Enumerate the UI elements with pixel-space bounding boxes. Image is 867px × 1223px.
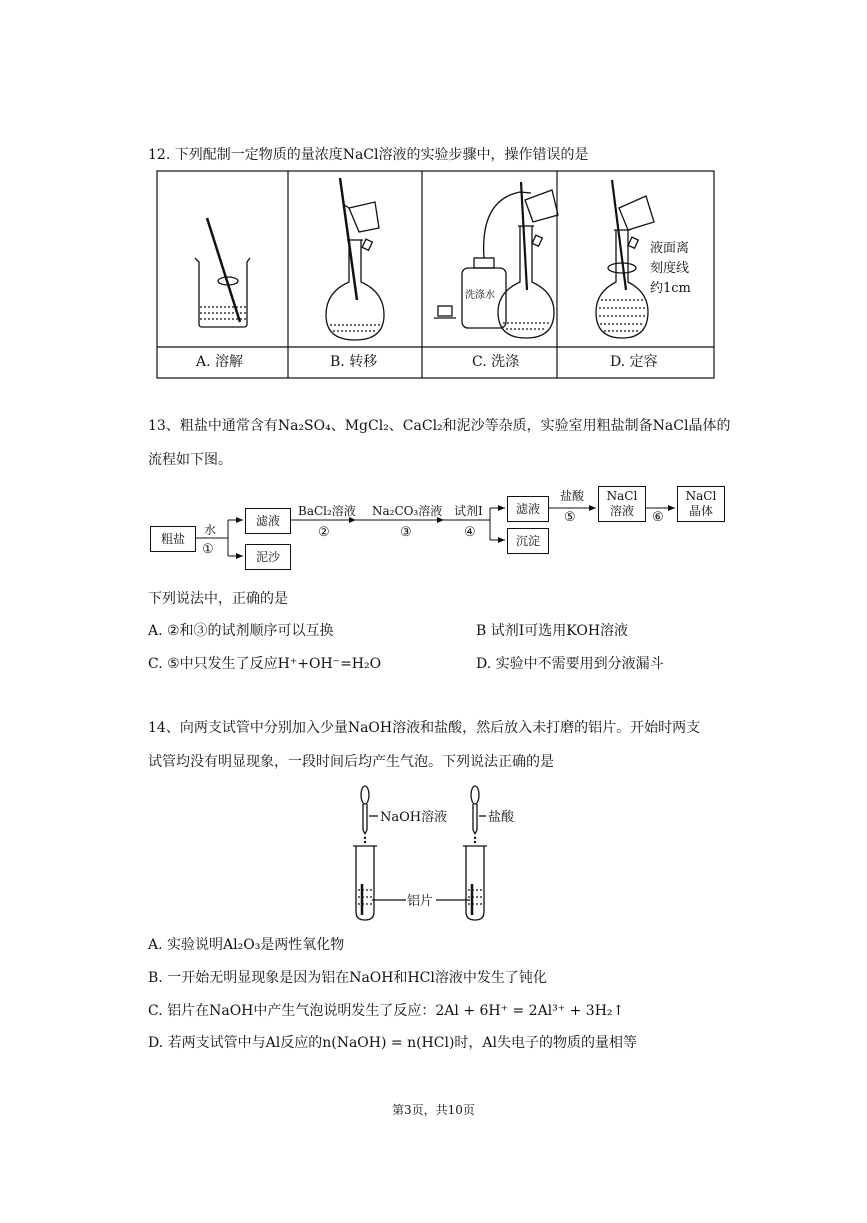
flow-reagent-2: BaCl₂溶液 (298, 504, 356, 518)
flow-water-label: 水 (204, 523, 217, 537)
flow-crude-salt: 粗盐 (150, 526, 196, 552)
q12-option-c: C. 洗涤 (472, 354, 520, 370)
label-hcl: 盐酸 (488, 810, 515, 825)
label-naoh: NaOH溶液 (380, 810, 448, 825)
level-note-line-3: 约1cm (650, 281, 691, 296)
flow-step-1: ① (202, 542, 214, 557)
flow-nacl-crystal-line-2: 晶体 (688, 504, 713, 518)
q13-option-d: D. 实验中不需要用到分液漏斗 (476, 656, 664, 672)
q14-option-b: B. 一开始无明显现象是因为铝在NaOH和HCl溶液中发生了钝化 (148, 970, 547, 986)
q12-option-b: B. 转移 (330, 354, 378, 370)
q12-option-a: A. 溶解 (196, 354, 244, 370)
flow-step-4: ④ (464, 525, 476, 540)
wash-bottle-label: 洗涤水 (465, 290, 495, 301)
flow-sand: 泥沙 (245, 544, 291, 570)
q14-option-c: C. 铝片在NaOH中产生气泡说明发生了反应：2Al + 6H⁺ = 2Al³⁺ + 3H₂↑ (148, 1003, 625, 1019)
q12-stem: 12. 下列配制一定物质的量浓度NaCl溶液的实验步骤中，操作错误的是 (148, 147, 589, 163)
flow-step-5: ⑤ (564, 510, 576, 525)
q13-prompt: 下列说法中，正确的是 (148, 591, 288, 607)
q12-option-d: D. 定容 (610, 354, 658, 370)
q13-stem-line-2: 流程如下图。 (148, 452, 232, 468)
q13-stem-line-1: 13、粗盐中通常含有Na₂SO₄、MgCl₂、CaCl₂和泥沙等杂质，实验室用粗盐制备NaCl晶体的 (148, 418, 731, 434)
flow-reagent-3: Na₂CO₃溶液 (372, 504, 443, 518)
q14-option-d: D. 若两支试管中与Al反应的n(NaOH) = n(HCl)时，Al失电子的物质的量相等 (148, 1035, 637, 1051)
q13-option-a: A. ②和③的试剂顺序可以互换 (148, 623, 334, 639)
flow-step-3: ③ (400, 525, 412, 540)
flow-nacl-crystal-line-1: NaCl (685, 489, 717, 503)
flow-step-6: ⑥ (652, 510, 664, 525)
flow-step-2: ② (318, 525, 330, 540)
level-note-line-2: 刻度线 (650, 261, 690, 276)
flow-reagent-4: 试剂I (454, 504, 483, 518)
q14-stem-line-2: 试管均没有明显现象，一段时间后均产生气泡。下列说法正确的是 (148, 754, 554, 770)
flow-precipitate: 沉淀 (507, 528, 549, 554)
flow-nacl-solution-line-1: NaCl (606, 489, 638, 503)
level-note-line-1: 液面离 (650, 241, 690, 256)
label-aluminum: 铝片 (407, 894, 434, 909)
q14-option-a: A. 实验说明Al₂O₃是两性氧化物 (148, 937, 345, 953)
flow-reagent-5: 盐酸 (560, 489, 585, 503)
flow-nacl-solution-line-2: 溶液 (609, 504, 634, 518)
flow-filtrate-2: 滤液 (507, 496, 549, 522)
q13-option-b: B 试剂I可选用KOH溶液 (476, 623, 629, 639)
page-footer: 第3页，共10页 (392, 1103, 475, 1117)
q14-stem-line-1: 14、向两支试管中分别加入少量NaOH溶液和盐酸，然后放入未打磨的铝片。开始时两支 (148, 720, 701, 736)
flow-filtrate-1: 滤液 (245, 508, 291, 534)
q13-option-c: C. ⑤中只发生了反应H⁺+OH⁻=H₂O (148, 656, 382, 672)
